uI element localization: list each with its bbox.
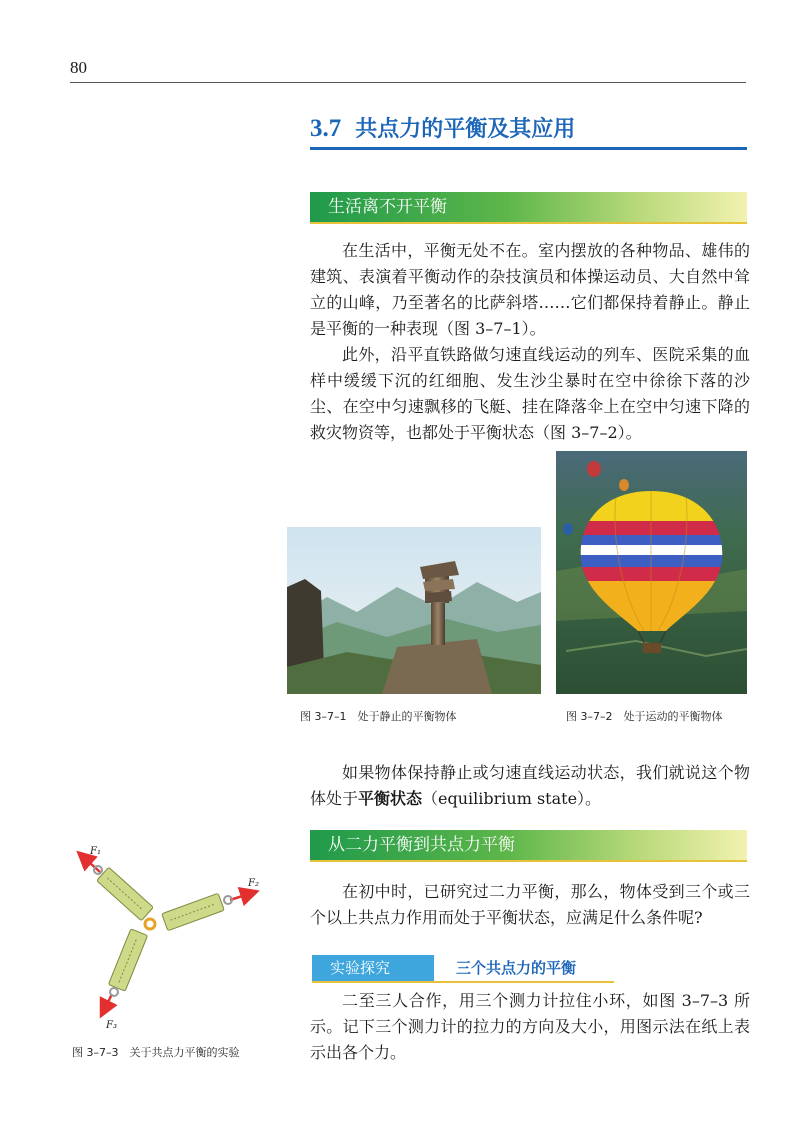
section-title (310, 112, 575, 143)
force-label-f3: F₃ (106, 1020, 117, 1031)
page-number: 80 (70, 58, 87, 77)
paragraph-2: 此外，沿平直铁路做匀速直线运动的列车、医院采集的血样中缓缓下沉的红细胞、发生沙尘暴时在空中徐徐下落的沙尘、在空中匀速飘移的飞艇、挂在降落伞上在空中匀速下降的救灾物资等，也都处于平衡状态（图 3–7–2）。 (310, 345, 750, 442)
section-title-rule (310, 147, 747, 150)
force-label-f2: F₂ (248, 878, 259, 889)
definition-text-after: （equilibrium state）。 (422, 789, 602, 808)
paragraph-two-force: 在初中时，已研究过二力平衡，那么，物体受到三个或三个以上共点力作用而处于平衡状态，应满足什么条件呢? (310, 882, 750, 927)
figure-3-7-3-diagram (70, 842, 270, 1032)
hot-air-balloon-illustration (556, 451, 747, 694)
experiment-title-rule (312, 981, 614, 983)
section-number: 3.7 (310, 115, 342, 142)
figure-3-7-1-caption: 图 3–7–1 处于静止的平衡物体 (300, 710, 457, 723)
figure-3-7-3-caption: 图 3–7–3 关于共点力平衡的实验 (72, 1046, 240, 1059)
paragraph-1: 在生活中，平衡无处不在。室内摆放的各种物品、雄伟的建筑、表演着平衡动作的杂技演员和体操运动员、大自然中耸立的山峰，乃至著名的比萨斜塔……它们都保持着静止。静止是平衡的一种表现（图 3–7–1）。 (310, 241, 750, 338)
definition-text-before: 如果物体保持静止或匀速直线运动状态，我们就说这个物体处于 (310, 763, 750, 808)
force-label-f1: F₁ (90, 846, 101, 857)
subsection-heading-1: 生活离不开平衡 (310, 192, 747, 222)
section-title-text: 共点力的平衡及其应用 (355, 117, 576, 142)
figure-3-7-2-caption: 图 3–7–2 处于运动的平衡物体 (566, 710, 723, 723)
term-equilibrium-state: 平衡状态 (358, 789, 423, 808)
subsection-rule-2 (310, 860, 747, 862)
experiment-tag: 实验探究 (312, 955, 434, 981)
subsection-rule-1 (310, 222, 747, 224)
photo-hot-air-balloon (556, 451, 747, 694)
subsection-heading-2: 从二力平衡到共点力平衡 (310, 830, 747, 860)
photo-balanced-rock (287, 527, 541, 694)
header-rule (70, 82, 746, 83)
experiment-paragraph: 二至三人合作，用三个测力计拉住小环，如图 3–7–3 所示。记下三个测力计的拉力的方向及大小，用图示法在纸上表示出各个力。 (310, 991, 750, 1062)
definition-paragraph (310, 760, 750, 812)
spring-scales-illustration (70, 842, 270, 1032)
balanced-rock-illustration (287, 527, 541, 694)
experiment-title: 三个共点力的平衡 (456, 959, 577, 977)
